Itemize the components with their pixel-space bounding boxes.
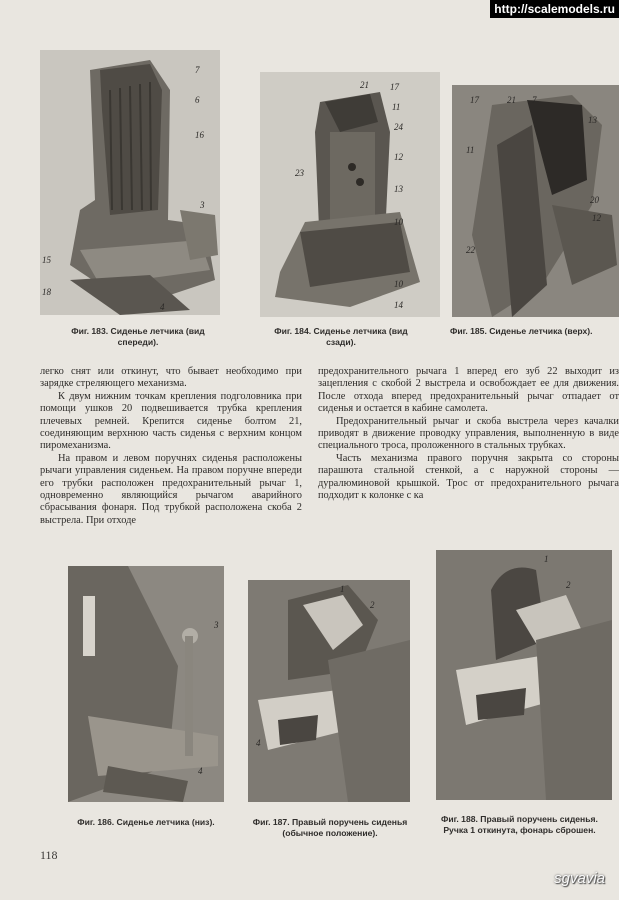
watermark-bottom: sgvavia bbox=[554, 870, 605, 887]
callout-185-22: 22 bbox=[466, 245, 475, 255]
callout-185-12: 12 bbox=[592, 213, 601, 223]
callout-184-23: 23 bbox=[295, 168, 304, 178]
figure-183-photo bbox=[40, 50, 220, 315]
callout-184-11: 11 bbox=[392, 102, 401, 112]
figure-188-caption: Фиг. 188. Правый поручень сиденья. Ручка 1 откинута, фонарь сброшен. bbox=[441, 814, 598, 835]
figure-186-caption: Фиг. 186. Сиденье летчика (низ). bbox=[77, 817, 215, 827]
callout-184-21: 21 bbox=[360, 80, 369, 90]
right-armrest-released-illustration bbox=[436, 550, 612, 800]
paragraph: К двум нижним точкам крепления подголовника при помощи ушков 20 подвешивается трубка крепления плечевых ремней. Крепится сиденье болтом 21, соединяющим верхнюю часть сиденья с верхним концом пиромеханизма. bbox=[40, 390, 302, 452]
callout-183-4: 4 bbox=[160, 302, 165, 312]
callout-187-4: 4 bbox=[256, 738, 261, 748]
callout-184-24: 24 bbox=[394, 122, 403, 132]
figure-187-caption: Фиг. 187. Правый поручень сиденья (обычное положение). bbox=[252, 817, 408, 838]
callout-186-4: 4 bbox=[198, 766, 203, 776]
text-column-right bbox=[318, 366, 619, 502]
callout-185-13: 13 bbox=[588, 115, 597, 125]
paragraph: Часть механизма правого поручня закрыта со стороны парашюта стальной стенкой, а с наружной стороны — дуралюминовой крышкой. Трос от предохранительного рычага подходит к колонке с ка bbox=[318, 452, 619, 502]
callout-185-21: 21 bbox=[507, 95, 516, 105]
callout-187-1: 1 bbox=[340, 584, 345, 594]
watermark-top: http://scalemodels.ru bbox=[490, 0, 619, 18]
callout-185-17: 17 bbox=[470, 95, 479, 105]
paragraph: На правом и левом поручнях сиденья расположены рычаги управления сиденьем. На правом поручне впереди его трубки расположен предохранительный рычаг 1, одновременно являющийся рычагом аварийного сбрасывания фонаря. Под трубкой расположена скоба 2 выстрела. При отходе bbox=[40, 452, 302, 526]
figure-185-caption: Фиг. 185. Сиденье летчика (верх). bbox=[450, 326, 593, 336]
paragraph: легко снят или откинут, что бывает необходимо при зарядке стреляющего механизма. bbox=[40, 366, 302, 390]
callout-183-3: 3 bbox=[200, 200, 205, 210]
right-armrest-normal-illustration bbox=[248, 580, 410, 802]
callout-188-2: 2 bbox=[566, 580, 571, 590]
figure-184-photo bbox=[260, 72, 440, 317]
callout-183-7: 7 bbox=[195, 65, 200, 75]
figure-186-photo bbox=[68, 566, 224, 802]
callout-186-3: 3 bbox=[214, 620, 219, 630]
callout-184-13: 13 bbox=[394, 184, 403, 194]
callout-183-15: 15 bbox=[42, 255, 51, 265]
seat-front-illustration bbox=[40, 50, 220, 315]
paragraph: предохранительного рычага 1 вперед его зуб 22 выходит из зацепления с скобой 2 выстрела и освобождает ее для движения. После отхода вперед предохранительный рычаг отпадает от сиденья и остается в кабине самолета. bbox=[318, 366, 619, 415]
callout-184-10a: 10 bbox=[394, 217, 403, 227]
page-number: 118 bbox=[40, 848, 58, 862]
figure-188-photo bbox=[436, 550, 612, 800]
figure-184-caption: Фиг. 184. Сиденье летчика (вид сзади). bbox=[274, 326, 408, 347]
text-column-left bbox=[40, 366, 302, 527]
callout-185-20: 20 bbox=[590, 195, 599, 205]
callout-184-12: 12 bbox=[394, 152, 403, 162]
callout-187-2: 2 bbox=[370, 600, 375, 610]
figure-183-caption: Фиг. 183. Сиденье летчика (вид спереди). bbox=[71, 326, 205, 347]
seat-rear-illustration bbox=[260, 72, 440, 317]
callout-184-10b: 10 bbox=[394, 279, 403, 289]
callout-184-14: 14 bbox=[394, 300, 403, 310]
callout-185-7: 7 bbox=[532, 95, 537, 105]
callout-183-18: 18 bbox=[42, 287, 51, 297]
callout-185-11: 11 bbox=[466, 145, 475, 155]
callout-183-6: 6 bbox=[195, 95, 200, 105]
figure-185-photo bbox=[452, 85, 619, 317]
figure-187-photo bbox=[248, 580, 410, 802]
callout-184-17: 17 bbox=[390, 82, 399, 92]
callout-183-16: 16 bbox=[195, 130, 204, 140]
paragraph: Предохранительный рычаг и скоба выстрела через качалки приводят в движение проводку управления, выполненную в виде специального троса, проложенного в стальных трубках. bbox=[318, 415, 619, 452]
callout-188-1: 1 bbox=[544, 554, 549, 564]
